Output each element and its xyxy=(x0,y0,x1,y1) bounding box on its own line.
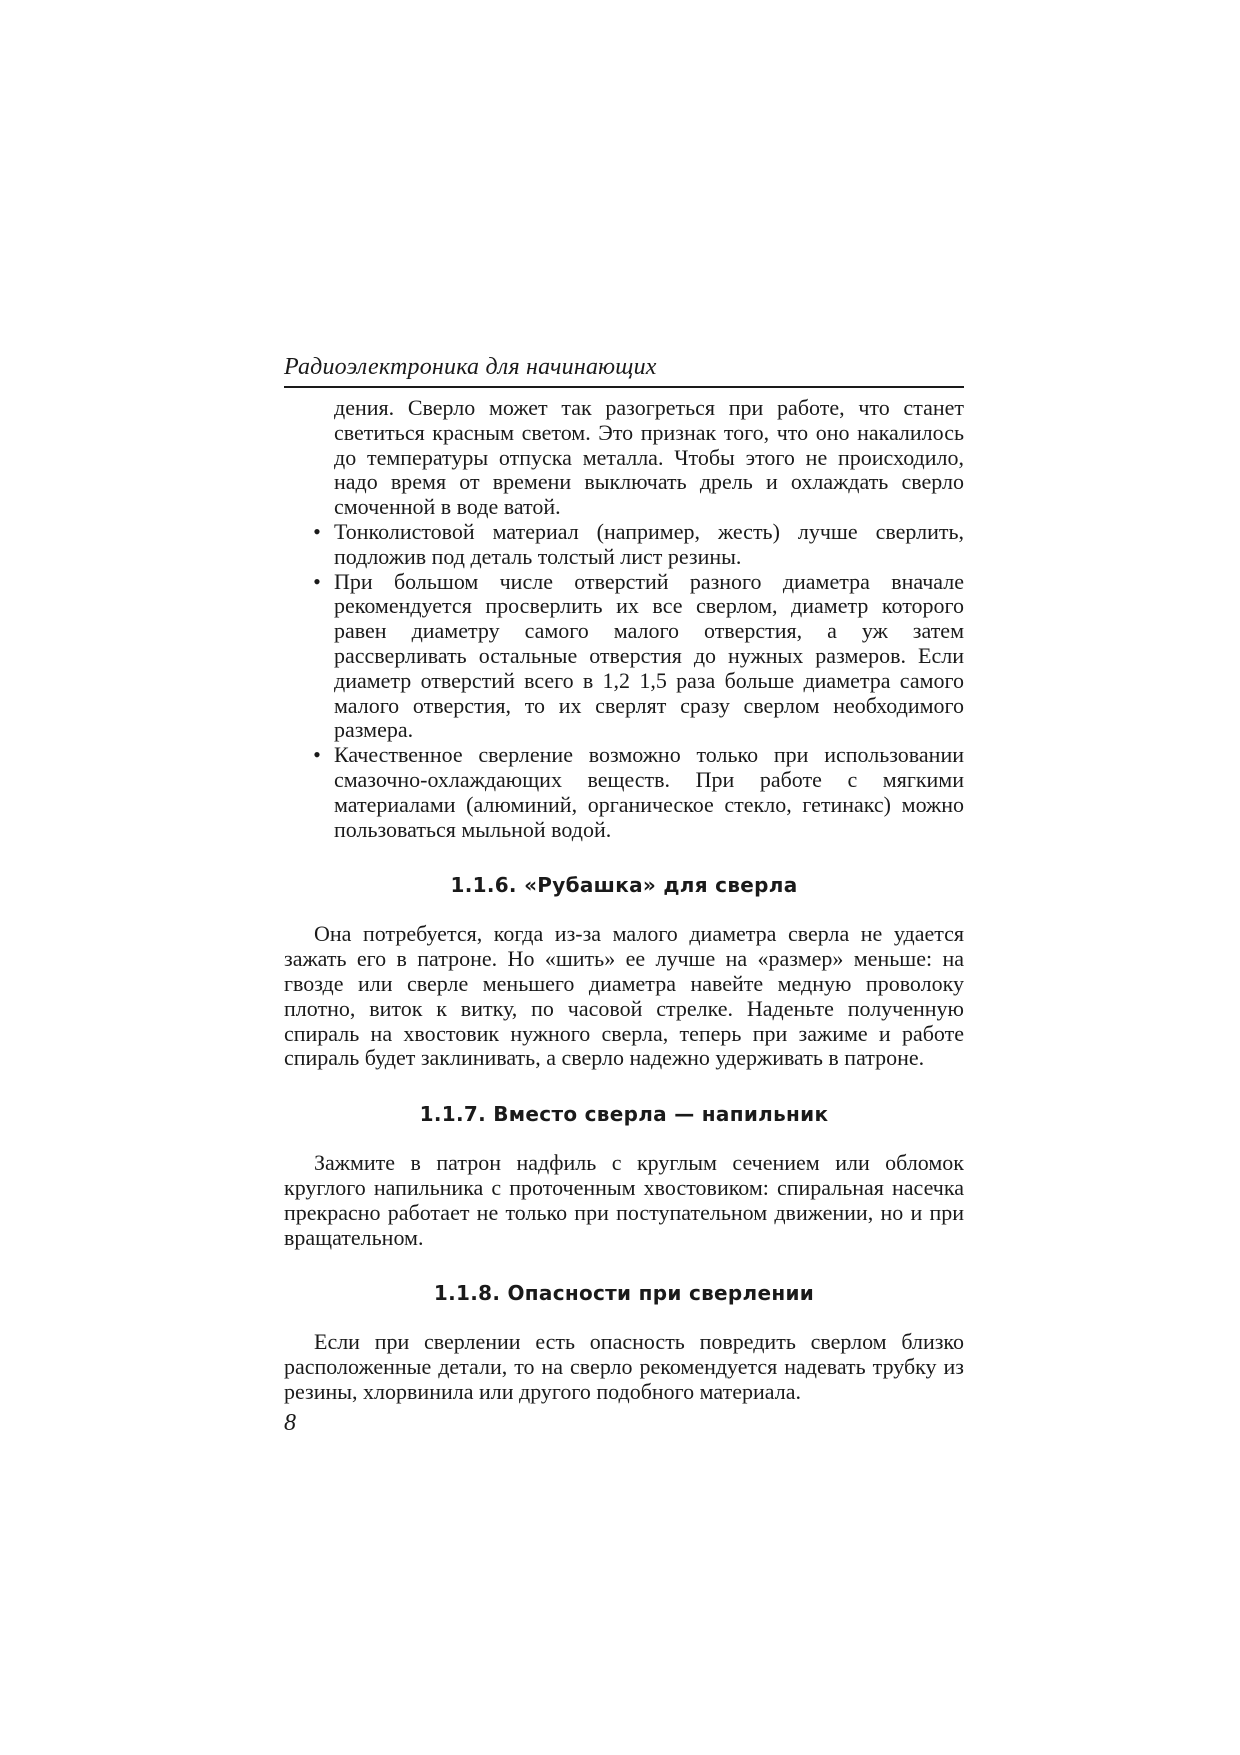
bullet-mark: • xyxy=(313,742,321,768)
bullet-item xyxy=(284,743,964,842)
bullet-item xyxy=(284,520,964,570)
bullet-text: При большом числе отверстий разного диаметра вначале рекомендуется просверлить их все сверлом, диаметр которого равен диаметру самого малого отверстия, а уж затем рассверливать остальные отверстия до нужных размеров. Если диаметр отверстий всего в 1,2 1,5 раза больше диаметра самого малого отверстия, то их сверлят сразу сверлом необходимого размера. xyxy=(334,568,964,743)
section-heading-1-1-6: 1.1.6. «Рубашка» для сверла xyxy=(450,873,798,898)
bullet-text: Качественное сверление возможно только при использовании смазочно-охлаждающих веществ. При работе с мягкими материалами (алюминий, органическое стекло, гетинакс) можно пользоваться мыльной водой. xyxy=(334,742,964,842)
section-paragraph-1-1-7: Зажмите в патрон надфиль с круглым сечением или обломок круглого напильника с проточенным хвостовиком: спиральная насечка прекрасно работает не только при поступательном движении, но и при вращательном. xyxy=(284,1150,964,1250)
running-head: Радиоэлектроника для начинающих xyxy=(284,350,964,388)
page-number: 8 xyxy=(284,1409,296,1436)
book-page xyxy=(284,350,964,1437)
bullet-mark: • xyxy=(313,568,321,594)
continued-paragraph: дения. Сверло может так разогреться при работе, что станет светиться красным светом. Это признак того, что оно накалилось до температуры отпуска металла. Чтобы этого не происходило, надо время от времени выключать дрель и охлаждать сверло смоченной в воде ватой. xyxy=(334,395,964,520)
bullet-mark: • xyxy=(313,518,321,544)
section-paragraph-1-1-8: Если при сверлении есть опасность повредить сверлом близко расположенные детали, то на сверло рекомендуется надевать трубку из резины, хлорвинила или другого подобного материала. xyxy=(284,1329,964,1404)
bullet-list xyxy=(284,520,964,842)
section-heading-1-1-8: 1.1.8. Опасности при сверлении xyxy=(433,1281,815,1306)
section-heading-1-1-7: 1.1.7. Вместо сверла — напильник xyxy=(419,1102,829,1127)
section-paragraph-1-1-6: Она потребуется, когда из-за малого диаметра сверла не удается зажать его в патроне. Но «шить» ее лучше на «размер» меньше: на гвозде или сверле меньшего диаметра навейте медную проволоку плотно, виток к витку, по часовой стрелке. Наденьте полученную спираль на хвостовик нужного сверла, теперь при зажиме и работе спираль будет заклинивать, а сверло надежно удерживать в патроне. xyxy=(284,921,964,1071)
bullet-item xyxy=(284,570,964,744)
page-body xyxy=(284,396,964,1405)
bullet-text: Тонколистовой материал (например, жесть) лучше сверлить, подложив под деталь толстый лист резины. xyxy=(334,518,964,569)
